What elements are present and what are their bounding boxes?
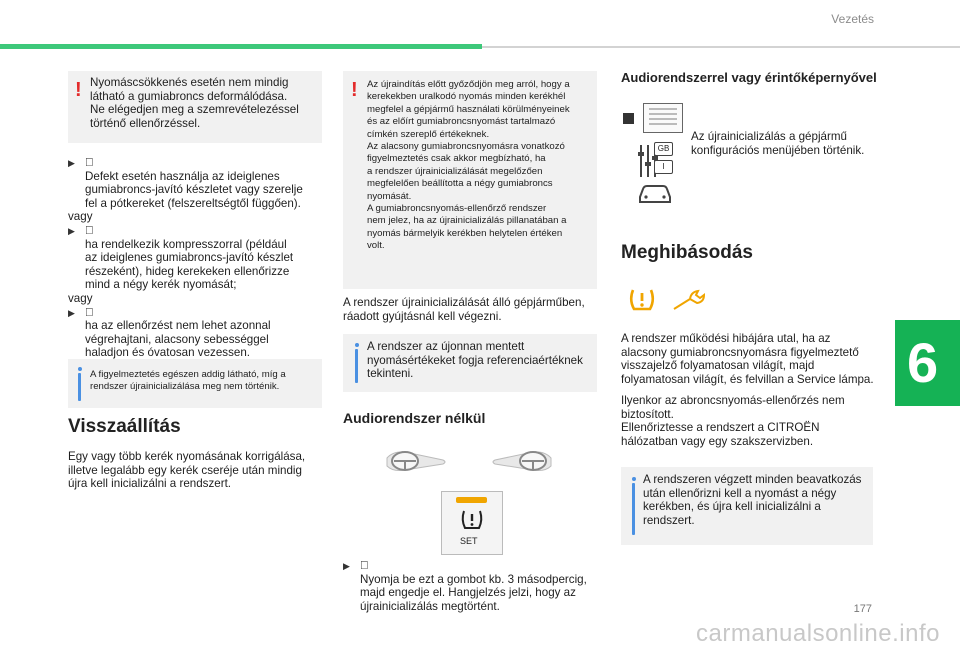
set-label: SET	[460, 536, 478, 546]
heading-reset: Visszaállítás	[68, 416, 181, 437]
failure-paragraph: A rendszer működési hibájára utal, ha az alacsony gumiabroncsnyomásra figyelmeztető visszajelző folyamatosan világít, majd folyamatosan világít, és felvillan a Service lámpa.	[621, 332, 874, 386]
info-icon	[78, 367, 82, 371]
config-menu-text: Az újrainicializálás a gépjármű konfigurációs menüjében történik.	[691, 130, 865, 157]
warning-text: Az újraindítás előtt győződjön meg arról, hogy a kerekekben uralkodó nyomás minden kerékhél megfelel a gépjármű használati körülményeinek és az előírt gumiabroncsnyomást tartalmazó címkén szereplő értékeknek. Az alacsony gumiabroncsnyomásra vonatkozó figyelmeztetés csak akkor megbízható, ha a rendszer újrainicializálását megelőzően megfelelően beállította a négy gumiabroncs nyomását. A gumiabroncsnyomás-ellenőrző rendszer nem jelez, ha az újrainicializálás pillanatában a nyomás bármelyik kerékben helytelen értéken volt.	[367, 79, 570, 252]
info-text: A rendszeren végzett minden beavatkozás után ellenőrizni kell a nyomást a négy kerékben, és újra kell inicializálni a rendszert.	[643, 473, 862, 527]
menu-icon	[623, 113, 634, 124]
set-button-panel	[441, 491, 503, 555]
section-title: Vezetés	[831, 12, 874, 26]
info-box-intervention	[621, 467, 873, 545]
chapter-number: 6	[907, 331, 939, 394]
options-list	[68, 156, 324, 360]
reset-paragraph: Egy vagy több kerék nyomásának korrigálása, illetve legalább egy kerék cseréje után mindig újra kell inicializálni a rendszert.	[68, 450, 306, 491]
chapter-tab	[895, 320, 960, 406]
warning-box-pressure-check	[343, 71, 597, 289]
watermark: carmanualsonline.info	[696, 620, 940, 647]
steering-wheels-illustration	[383, 448, 555, 480]
list-item: ▶ ha az ellenőrzést nem lehet azonnal végrehajtani, alacsony sebességgel haladjon és óvatosan vezessen.	[68, 307, 271, 360]
touchscreen-icon	[623, 103, 683, 133]
info-icon	[355, 343, 359, 347]
header-green-bar	[0, 44, 482, 49]
warning-text: Nyomáscsökkenés esetén nem mindig látható a gumiabroncs deformálódása. Ne elégedjen meg a szemrevételezéssel történő ellenőrzéssel.	[90, 76, 299, 130]
service-wrench-icon	[672, 289, 708, 311]
or-text: vagy	[68, 291, 93, 305]
arrow-icon: ▶	[68, 307, 75, 318]
or-text: vagy	[68, 210, 93, 224]
info-text: A rendszer az újonnan mentett nyomásértékeket fogja referenciaértéknek tekinteni.	[367, 340, 583, 381]
warning-icon: !	[75, 79, 82, 101]
info-box-reference	[343, 334, 597, 392]
arrow-icon: ▶	[68, 225, 75, 236]
info-bar	[355, 349, 358, 383]
tpms-indicator-bar	[456, 497, 487, 503]
heading-no-audio: Audiorendszer nélkül	[343, 410, 486, 426]
press-instructions	[343, 559, 599, 613]
steering-wheel-right-icon	[493, 452, 551, 471]
list-item: ▶ Nyomja be ezt a gombot kb. 3 másodpercig, majd engedje el. Hangjelzés jelzi, hogy az újrainicializálás megtörtént.	[343, 561, 587, 613]
tpms-warning-icon	[627, 285, 657, 315]
warning-box-deformation	[68, 71, 322, 143]
page-number: 177	[853, 603, 872, 615]
language-gb-badge: GB	[654, 142, 673, 156]
set-button[interactable]	[458, 506, 486, 534]
list-item: ▶ Defekt esetén használja az ideiglenes gumiabroncs-javító készletet vagy szerelje fel a pótkereket (felszereltségtől függően).	[68, 158, 303, 210]
language-i-badge: I	[654, 160, 673, 174]
header-gray-bar	[482, 46, 960, 48]
car-icon	[637, 183, 673, 205]
info-icon	[632, 477, 636, 481]
tpms-icon	[463, 511, 482, 528]
arrow-icon: ▶	[343, 561, 350, 571]
heading-with-audio: Audiorendszerrel vagy érintőképernyővel	[621, 70, 877, 85]
info-box-warning-visible	[68, 359, 322, 408]
steering-wheel-left-icon	[387, 452, 445, 471]
arrow-icon: ▶	[68, 158, 75, 168]
info-text: A figyelmeztetés egészen addig látható, míg a rendszer újrainicializálása meg nem történik.	[90, 369, 286, 393]
list-item: ▶ ha rendelkezik kompresszorral (például az ideiglenes gumiabroncs-javító készlet részeként), hideg kerekeken ellenőrizze mind a négy kerék nyomását;	[68, 225, 294, 292]
warning-icon: !	[351, 79, 358, 101]
info-bar	[78, 373, 81, 401]
service-paragraph: Ilyenkor az abroncsnyomás-ellenőrzés nem biztosított. Ellenőriztesse a rendszert a CITROËN hálózatban vagy egy szakszervizben.	[621, 394, 845, 448]
stationary-paragraph: A rendszer újrainicializálását álló gépjárműben, ráadott gyújtásnál kell végezni.	[343, 296, 585, 323]
heading-failure: Meghibásodás	[621, 242, 753, 263]
info-bar	[632, 483, 635, 535]
